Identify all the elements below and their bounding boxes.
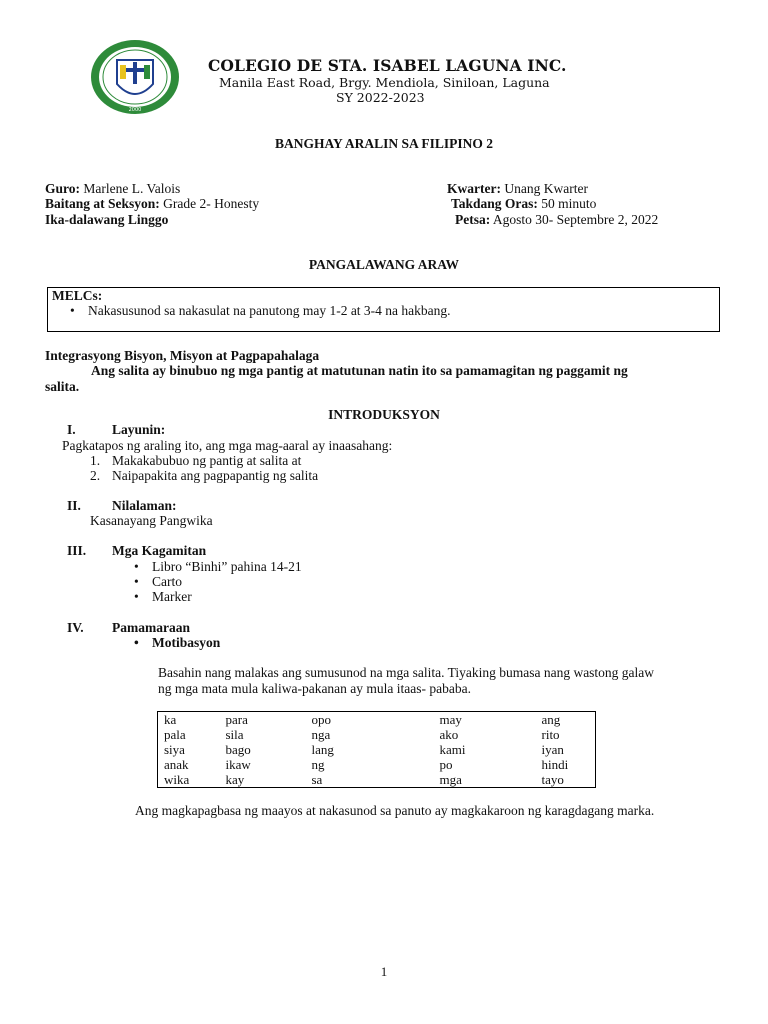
- school-address: Manila East Road, Brgy. Mendiola, Siniloan, Laguna: [219, 75, 550, 90]
- table-row: [158, 757, 596, 772]
- melcs-item-text: Nakasusunod sa nakasulat na panutong may 1-2 at 3-4 na hakbang.: [88, 303, 451, 318]
- table-cell: po: [439, 757, 453, 772]
- petsa-label: Petsa:: [455, 212, 491, 227]
- table-cell: ako: [439, 727, 459, 742]
- guro-label: Guro:: [45, 181, 81, 196]
- oras-label: Takdang Oras:: [451, 196, 538, 211]
- guro-value: Marlene L. Valois: [80, 181, 181, 196]
- section-4-title: Pamamaraan: [112, 620, 190, 635]
- bullet-icon: •: [134, 635, 139, 650]
- table-cell: pala: [164, 727, 186, 742]
- section-1-number: I.: [67, 422, 76, 437]
- table-cell: mga: [439, 772, 462, 787]
- section-3-number: III.: [67, 543, 87, 558]
- closing-statement: Ang magkapagbasa ng maayos at nakasunod sa panuto ay magkakaroon ng karagdagang marka.: [135, 803, 655, 818]
- instruction-line1: Basahin nang malakas ang sumusunod na mga salita. Tiyaking bumasa nang wastong galaw: [158, 665, 655, 680]
- kwarter-label: Kwarter:: [447, 181, 501, 196]
- table-cell: ang: [541, 712, 561, 727]
- section-2-number: II.: [67, 498, 81, 513]
- table-cell: opo: [311, 712, 331, 727]
- bullet-icon: •: [70, 303, 75, 318]
- bullet-icon: •: [134, 574, 139, 589]
- table-cell: tayo: [541, 772, 564, 787]
- time-line: [451, 196, 596, 212]
- integrasyon-heading: Integrasyong Bisyon, Misyon at Pagpapahalaga: [45, 348, 320, 363]
- school-seal-logo: [89, 38, 181, 116]
- day-title: PANGALAWANG ARAW: [308, 257, 460, 272]
- school-year: SY 2022-2023: [336, 90, 425, 105]
- document-title: BANGHAY ARALIN SA FILIPINO 2: [274, 136, 494, 151]
- instruction-line2: ng mga mata mula kaliwa-pakanan ay mula itaas- pababa.: [158, 681, 471, 696]
- section-1-title: Layunin:: [112, 422, 166, 437]
- svg-text:2000: 2000: [128, 107, 142, 113]
- objective-1-number: 1.: [90, 453, 101, 468]
- objective-1: Makakabubuo ng pantig at salita at: [112, 453, 302, 468]
- table-cell: bago: [225, 742, 251, 757]
- material-item-text: Carto: [152, 574, 182, 589]
- material-item-text: Marker: [152, 589, 192, 604]
- table-row: [158, 712, 596, 728]
- table-cell: lang: [311, 742, 334, 757]
- grade-section-line: [45, 196, 259, 212]
- melcs-label: MELCs:: [52, 288, 103, 303]
- oras-value: 50 minuto: [537, 196, 597, 211]
- material-item: [134, 559, 302, 575]
- table-cell: ng: [311, 757, 325, 772]
- material-item: [134, 574, 182, 590]
- section-3-title: Mga Kagamitan: [112, 543, 207, 558]
- table-cell: sila: [225, 727, 244, 742]
- table-cell: kami: [439, 742, 466, 757]
- introduksyon-title: INTRODUKSYON: [328, 407, 440, 422]
- table-row: [158, 727, 596, 742]
- section-1-intro: Pagkatapos ng araling ito, ang mga mag-aaral ay inaasahang:: [62, 438, 393, 453]
- section-2-title: Nilalaman:: [112, 498, 177, 513]
- page-number: 1: [380, 964, 388, 979]
- table-cell: ka: [164, 712, 177, 727]
- section-2-text: Kasanayang Pangwika: [90, 513, 213, 528]
- table-cell: iyan: [541, 742, 564, 757]
- table-cell: ikaw: [225, 757, 251, 772]
- table-cell: kay: [225, 772, 245, 787]
- date-line: [455, 212, 658, 228]
- table-cell: anak: [164, 757, 189, 772]
- motibasyon-item: [134, 635, 220, 651]
- table-cell: may: [439, 712, 462, 727]
- objective-2: Naipapakita ang pagpapantig ng salita: [112, 468, 319, 483]
- school-name: COLEGIO DE STA. ISABEL LAGUNA INC.: [208, 56, 567, 75]
- bullet-icon: •: [134, 559, 139, 574]
- melcs-item: [70, 303, 451, 319]
- bullet-icon: •: [134, 589, 139, 604]
- table-cell: para: [225, 712, 248, 727]
- quarter-line: [447, 181, 588, 197]
- material-item: [134, 589, 192, 605]
- baitang-value: Grade 2- Honesty: [159, 196, 260, 211]
- table-cell: sa: [311, 772, 323, 787]
- table-cell: wika: [164, 772, 190, 787]
- integrasyon-text-line1: Ang salita ay binubuo ng mga pantig at matutunan natin ito sa pamamagitan ng paggamit ng: [91, 363, 628, 378]
- week-label: Ika-dalawang Linggo: [45, 212, 169, 227]
- baitang-label: Baitang at Seksyon:: [45, 196, 160, 211]
- syllable-word-table: [157, 711, 596, 788]
- petsa-value: Agosto 30- Septembre 2, 2022: [490, 212, 659, 227]
- material-item-text: Libro “Binhi” pahina 14-21: [152, 559, 302, 574]
- table-cell: nga: [311, 727, 331, 742]
- table-cell: hindi: [541, 757, 569, 772]
- table-row: [158, 772, 596, 788]
- table-cell: siya: [164, 742, 185, 757]
- integrasyon-text-line2: salita.: [45, 379, 80, 394]
- teacher-line: [45, 181, 180, 197]
- table-row: [158, 742, 596, 757]
- table-cell: rito: [541, 727, 560, 742]
- section-4-number: IV.: [67, 620, 84, 635]
- objective-2-number: 2.: [90, 468, 101, 483]
- kwarter-value: Unang Kwarter: [500, 181, 588, 196]
- motibasyon-label: Motibasyon: [152, 635, 221, 650]
